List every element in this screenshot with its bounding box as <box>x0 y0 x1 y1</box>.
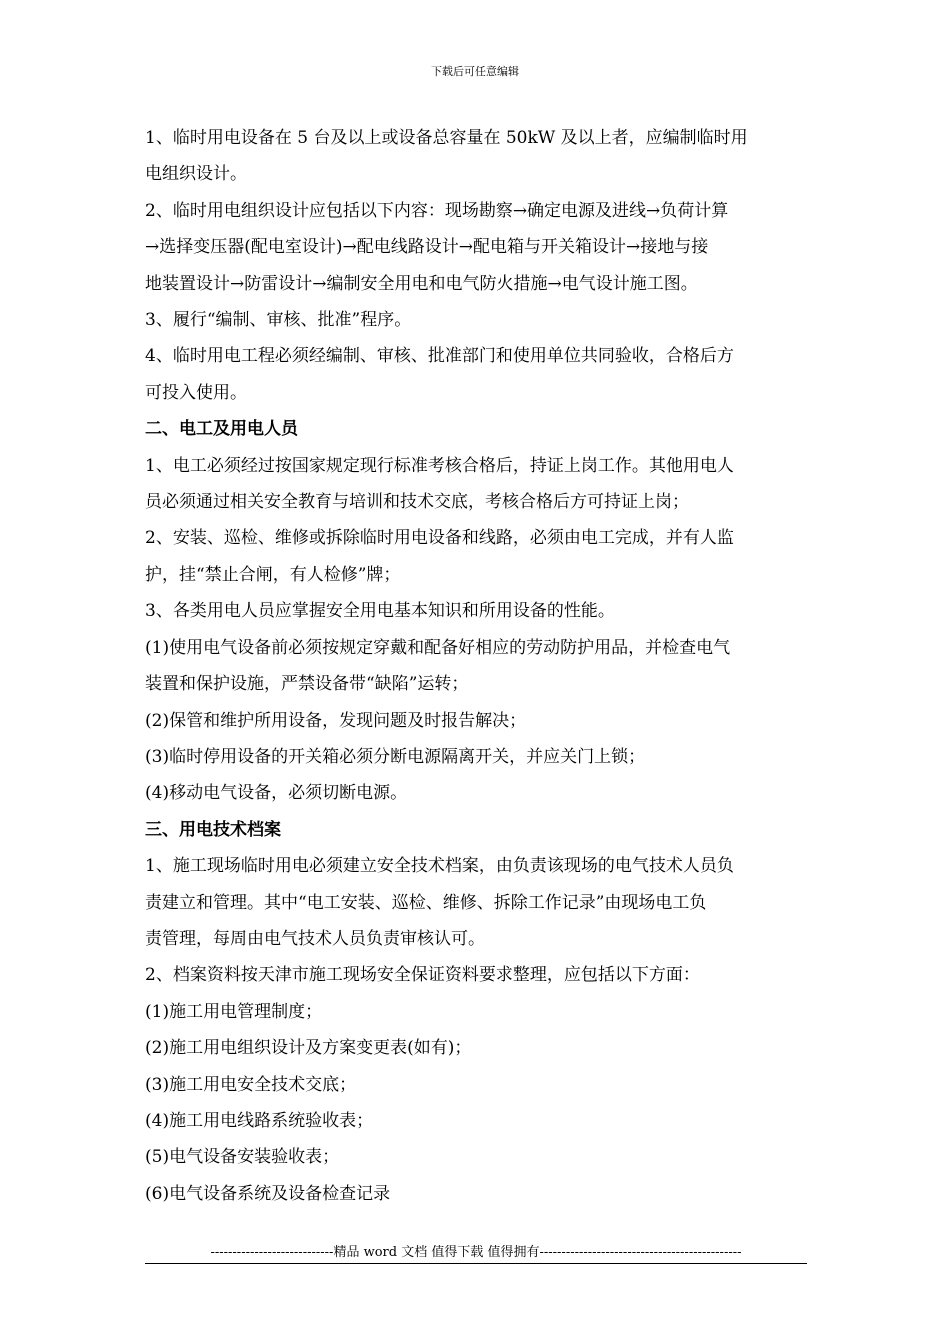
text-line: (6)电气设备系统及设备检查记录 <box>145 1183 391 1204</box>
text-line: 4、临时用电工程必须经编制、审核、批准部门和使用单位共同验收，合格后方 <box>145 346 734 367</box>
text-line: 护，挂“禁止合闸，有人检修”牌； <box>145 564 401 585</box>
page-header: 下载后可任意编辑 <box>431 65 519 78</box>
text-line: 1、电工必须经过按国家规定现行标准考核合格后，持证上岗工作。其他用电人 <box>145 455 734 476</box>
text-line: 1、施工现场临时用电必须建立安全技术档案，由负责该现场的电气技术人员负 <box>145 856 734 877</box>
text-line: 装置和保护设施，严禁设备带“缺陷”运转； <box>145 674 469 695</box>
text-line: 地装置设计→防雷设计→编制安全用电和电气防火措施→电气设计施工图。 <box>145 273 698 294</box>
text-line: 2、安装、巡检、维修或拆除临时用电设备和线路，必须由电工完成，并有人监 <box>145 528 734 549</box>
text-line: 责建立和管理。其中“电工安装、巡检、维修、拆除工作记录”由现场电工负 <box>145 892 707 913</box>
text-line: 电组织设计。 <box>145 164 247 185</box>
section-heading: 二、电工及用电人员 <box>145 419 298 440</box>
text-line: (2)保管和维护所用设备，发现问题及时报告解决； <box>145 710 527 731</box>
text-line: 2、档案资料按天津市施工现场安全保证资料要求整理，应包括以下方面： <box>145 965 700 986</box>
text-line: 员必须通过相关安全教育与培训和技术交底，考核合格后方可持证上岗； <box>145 492 689 513</box>
text-line: (4)施工用电线路系统验收表； <box>145 1110 374 1131</box>
text-line: 可投入使用。 <box>145 382 247 403</box>
page-footer: ----------------------------精品 word 文档 值得下载 值得拥有---------------------------------------------- <box>145 1244 807 1264</box>
text-line: →选择变压器(配电室设计)→配电线路设计→配电箱与开关箱设计→接地与接 <box>145 237 709 258</box>
text-line: (3)施工用电安全技术交底； <box>145 1074 357 1095</box>
text-line: 3、各类用电人员应掌握安全用电基本知识和所用设备的性能。 <box>145 601 615 622</box>
text-line: (2)施工用电组织设计及方案变更表(如有)； <box>145 1038 472 1059</box>
text-line: 1、临时用电设备在 5 台及以上或设备总容量在 50kW 及以上者，应编制临时用 <box>145 128 748 148</box>
text-line: 责管理，每周由电气技术人员负责审核认可。 <box>145 928 485 949</box>
text-line: (1)施工用电管理制度； <box>145 1001 323 1022</box>
text-line: (4)移动电气设备，必须切断电源。 <box>145 783 408 804</box>
text-line: (5)电气设备安装验收表； <box>145 1147 340 1168</box>
text-line: 3、履行“编制、审核、批准”程序。 <box>145 310 412 331</box>
section-heading: 三、用电技术档案 <box>145 819 281 840</box>
text-line: 2、临时用电组织设计应包括以下内容：现场勘察→确定电源及进线→负荷计算 <box>145 200 729 221</box>
document-body <box>145 120 810 1212</box>
text-line: (3)临时停用设备的开关箱必须分断电源隔离开关，并应关门上锁； <box>145 746 646 767</box>
text-line: (1)使用电气设备前必须按规定穿戴和配备好相应的劳动防护用品，并检查电气 <box>145 637 731 658</box>
